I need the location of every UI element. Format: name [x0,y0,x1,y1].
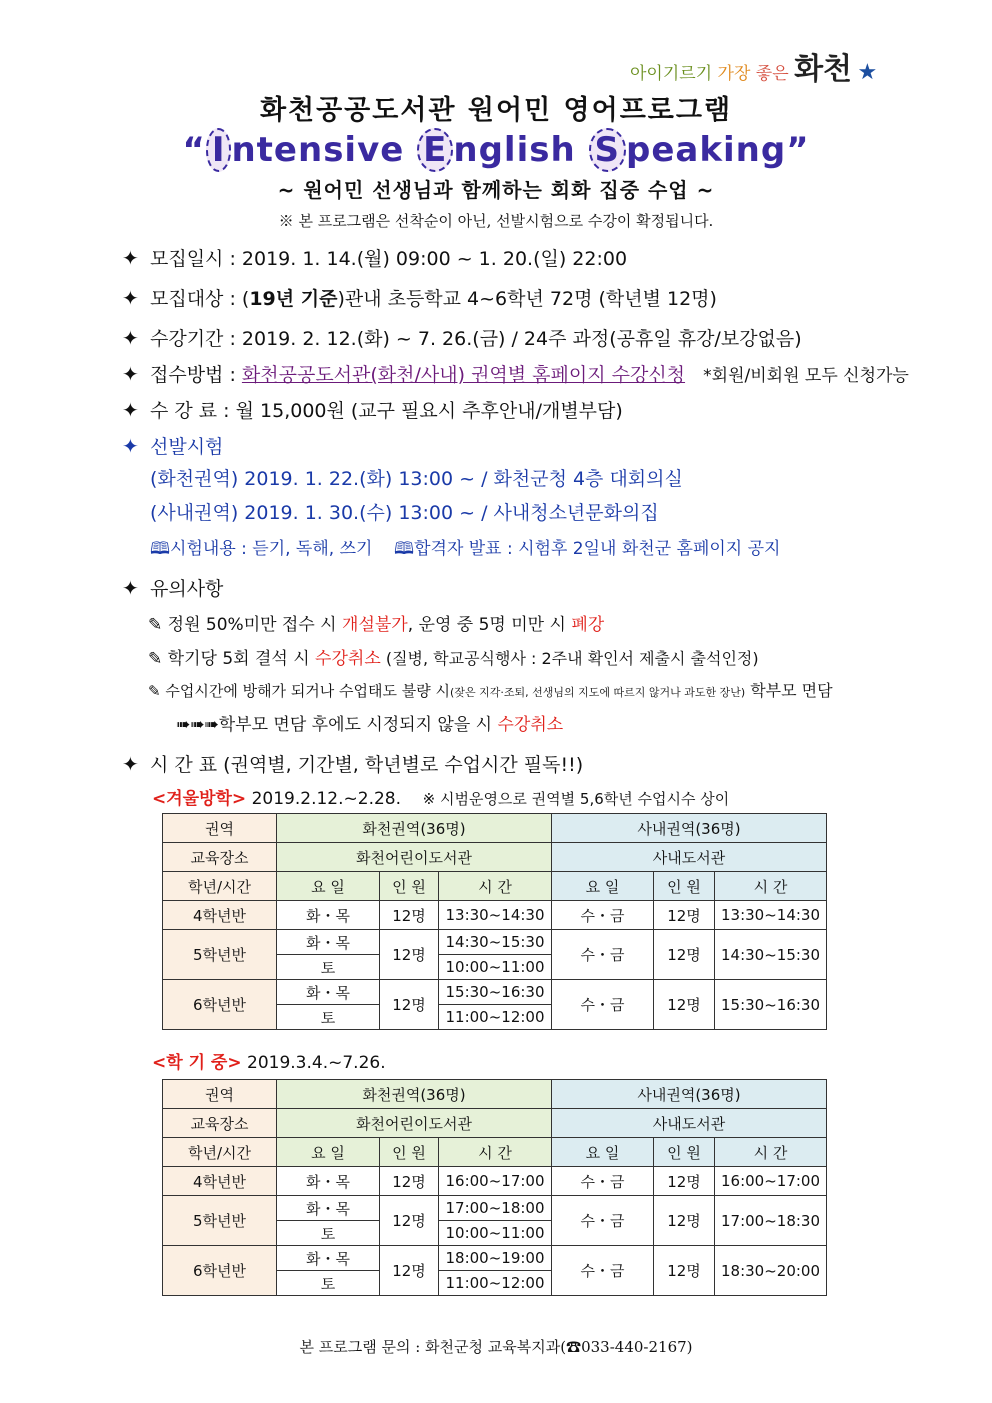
table-cell: 토 [277,955,380,980]
table-header: 권역 [163,1080,277,1109]
quote-close: ” [786,130,810,170]
target-label: 모집대상 : ( [150,288,250,310]
table-cell: 13:30~14:30 [715,901,827,930]
caution-heading [122,574,223,601]
table-header: 인 원 [654,1138,715,1167]
table-header: 화천권역(36명) [277,1080,552,1109]
table-header: 교육장소 [163,1109,277,1138]
table-cell: 12명 [654,980,715,1030]
table-header: 학년/시간 [163,872,277,901]
course-period-text: 수강기간 : 2019. 2. 12.(화) ~ 7. 26.(금) / 24주 과정(공휴일 휴강/보강없음) [150,328,802,350]
pencil-icon: ✎ [148,682,161,700]
apply-method [122,360,909,387]
word-speaking: peaking [626,130,787,170]
table-cell: 수・금 [552,1196,654,1246]
table-cell: 화・목 [277,1246,380,1271]
recruit-period [122,244,627,271]
exam-title: 선발시험 [150,436,224,458]
table-header: 요 일 [552,1138,654,1167]
letter-i: I [206,128,232,172]
page-title: 화천공공도서관 원어민 영어프로그램 [259,95,733,126]
phone-number: 033-440-2167 [581,1338,687,1356]
table-header: 시 간 [439,1138,552,1167]
caution-4-b: 수강취소 [497,715,564,735]
table-cell: 화천어린이도서관 [277,1109,552,1138]
table-cell: 수・금 [552,1246,654,1296]
brand-logo [630,44,877,88]
exam-heading [122,432,223,459]
table-cell: 6학년반 [163,980,277,1030]
winter-note: ※ 시범운영으로 권역별 5,6학년 수업시수 상이 [422,790,730,808]
table-cell: 16:00~17:00 [715,1167,827,1196]
table-header: 요 일 [552,872,654,901]
table-cell: 화・목 [277,901,380,930]
table-header: 교육장소 [163,843,277,872]
letter-e: E [417,128,453,172]
star-icon: ★ [857,60,878,85]
table-cell: 사내도서관 [552,843,827,872]
table-header: 화천권역(36명) [277,814,552,843]
table-header: 사내권역(36명) [552,1080,827,1109]
schedule-heading [122,750,583,777]
winter-schedule-table [162,813,827,1030]
letter-s: S [589,128,627,172]
book-icon: 🕮 [394,539,415,559]
caution-3-b: (잦은 지각·조퇴, 선생님의 지도에 따르지 않거나 과도한 장난) [450,686,746,699]
footer-text: 본 프로그램 문의 : 화천군청 교육복지과( [299,1338,567,1356]
apply-note: *회원/비회원 모두 신청가능 [703,366,909,386]
table-header: 인 원 [380,872,439,901]
tuition-fee-text: 수 강 료 : 월 15,000원 (교구 필요시 추후안내/개별부담) [150,400,623,422]
table-cell: 5학년반 [163,930,277,980]
exam-hwacheon: (화천권역) 2019. 1. 22.(화) 13:00 ~ / 화천군청 4층 대회의실 [150,468,683,490]
caution-4 [176,710,563,735]
word-intensive: ntensive [231,130,418,170]
table-header: 사내권역(36명) [552,814,827,843]
apply-homepage-link[interactable]: 화천공공도서관(화천/사내) 권역별 홈페이지 수강신청 [241,364,686,386]
table-cell: 12명 [380,930,439,980]
tuition-fee [122,396,623,423]
logo-text-3: 좋은 [755,64,789,84]
table-cell: 14:30~15:30 [439,930,552,955]
apply-label: 접수방법 : [150,364,242,386]
table-header: 요 일 [277,1138,380,1167]
arrow-icon: ➠➠➠ [176,715,219,735]
winter-label: <겨울방학> [152,789,247,809]
table-cell: 토 [277,1271,380,1296]
caution-3-c: 학부모 면담 [745,681,833,700]
caution-1-d: 폐강 [571,615,605,635]
table-cell: 12명 [654,1167,715,1196]
table-cell: 사내도서관 [552,1109,827,1138]
book-icon: 🕮 [150,539,171,559]
bullet-icon: ✦ [122,326,139,350]
winter-heading [152,784,729,809]
footer-close: ) [686,1338,693,1356]
selection-notice: ※ 본 프로그램은 선착순이 아닌, 선발시험으로 수강이 확정됩니다. [278,212,714,230]
table-header: 권역 [163,814,277,843]
caution-title: 유의사항 [150,578,224,600]
caution-2 [148,644,759,669]
table-cell: 4학년반 [163,1167,277,1196]
pencil-icon: ✎ [148,649,163,669]
term-dates: 2019.3.4.~7.26. [241,1053,386,1073]
table-header: 인 원 [654,872,715,901]
table-cell: 12명 [654,1246,715,1296]
caution-2-b: 수강취소 [315,649,381,669]
table-cell: 11:00~12:00 [439,1271,552,1296]
table-cell: 12명 [654,1196,715,1246]
bullet-icon: ✦ [122,752,139,776]
table-cell: 11:00~12:00 [439,1005,552,1030]
contact-footer [0,1336,992,1357]
table-cell: 6학년반 [163,1246,277,1296]
table-header: 시 간 [439,872,552,901]
table-cell: 13:30~14:30 [439,901,552,930]
table-cell: 18:00~19:00 [439,1246,552,1271]
bullet-icon: ✦ [122,434,139,458]
table-cell: 화・목 [277,1167,380,1196]
bullet-icon: ✦ [122,246,139,270]
recruit-target [122,284,717,311]
table-cell: 토 [277,1005,380,1030]
table-cell: 15:30~16:30 [715,980,827,1030]
logo-text-1: 아이기르기 [630,64,713,84]
table-cell: 12명 [380,1246,439,1296]
table-header: 학년/시간 [163,1138,277,1167]
term-schedule-table [162,1079,827,1296]
bullet-icon: ✦ [122,286,139,310]
caution-4-a: 학부모 면담 후에도 시정되지 않을 시 [218,715,498,735]
course-period [122,324,802,351]
winter-dates: 2019.2.12.~2.28. [246,789,402,809]
table-cell: 12명 [654,901,715,930]
exam-sanae: (사내권역) 2019. 1. 30.(수) 13:00 ~ / 사내청소년문화의집 [150,502,659,524]
table-header: 시 간 [715,1138,827,1167]
table-cell: 17:00~18:00 [439,1196,552,1221]
table-cell: 수・금 [552,1167,654,1196]
table-cell: 17:00~18:30 [715,1196,827,1246]
quote-open: “ [182,130,206,170]
table-cell: 18:30~20:00 [715,1246,827,1296]
table-cell: 10:00~11:00 [439,955,552,980]
target-text: )관내 초등학교 4~6학년 72명 (학년별 12명) [337,288,717,310]
bullet-icon: ✦ [122,362,139,386]
logo-text-2: 가장 [717,64,751,84]
logo-text-4: 화천 [794,52,853,87]
term-heading [152,1048,386,1073]
caution-3-a: 수업시간에 방해가 되거나 수업태도 불량 시 [165,682,451,700]
caution-2-a: 학기당 5회 결석 시 [167,649,316,669]
pencil-icon: ✎ [148,615,163,635]
table-cell: 16:00~17:00 [439,1167,552,1196]
bullet-icon: ✦ [122,398,139,422]
phone-icon: ☎ [566,1338,582,1356]
table-cell: 12명 [654,930,715,980]
table-header: 요 일 [277,872,380,901]
table-cell: 12명 [380,1167,439,1196]
exam-content: 시험내용 : 듣기, 독해, 쓰기 [170,539,373,559]
table-cell: 14:30~15:30 [715,930,827,980]
table-cell: 화・목 [277,980,380,1005]
caution-1-c: , 운영 중 5명 미만 시 [407,615,572,635]
exam-details [150,534,780,565]
recruit-period-text: 모집일시 : 2019. 1. 14.(월) 09:00 ~ 1. 20.(일) 22:00 [150,248,628,270]
table-cell: 화・목 [277,1196,380,1221]
table-cell: 5학년반 [163,1196,277,1246]
table-cell: 4학년반 [163,901,277,930]
caution-1 [148,610,604,635]
table-cell: 화・목 [277,930,380,955]
table-cell: 수・금 [552,901,654,930]
table-cell: 토 [277,1221,380,1246]
table-cell: 수・금 [552,930,654,980]
word-english: nglish [453,130,589,170]
table-cell: 15:30~16:30 [439,980,552,1005]
table-cell: 12명 [380,901,439,930]
schedule-title: 시 간 표 (권역별, 기간별, 학년별로 수업시간 필독!!) [150,754,584,776]
table-header: 인 원 [380,1138,439,1167]
term-label: <학 기 중> [152,1053,242,1073]
subtitle: ~ 원어민 선생님과 함께하는 회화 집중 수업 ~ [277,178,715,202]
caution-1-a: 정원 50%미만 접수 시 [167,615,343,635]
bullet-icon: ✦ [122,576,139,600]
table-cell: 10:00~11:00 [439,1221,552,1246]
table-cell: 12명 [380,980,439,1030]
exam-result: 합격자 발표 : 시험후 2일내 화천군 홈페이지 공지 [414,539,781,559]
table-cell: 수・금 [552,980,654,1030]
program-name [0,128,992,172]
target-basis: 19년 기준 [249,288,338,310]
caution-2-c: (질병, 학교공식행사 : 2주내 확인서 제출시 출석인정) [380,649,759,668]
table-header: 시 간 [715,872,827,901]
table-cell: 화천어린이도서관 [277,843,552,872]
caution-3 [148,678,833,701]
table-cell: 12명 [380,1196,439,1246]
caution-1-b: 개설불가 [342,615,408,635]
